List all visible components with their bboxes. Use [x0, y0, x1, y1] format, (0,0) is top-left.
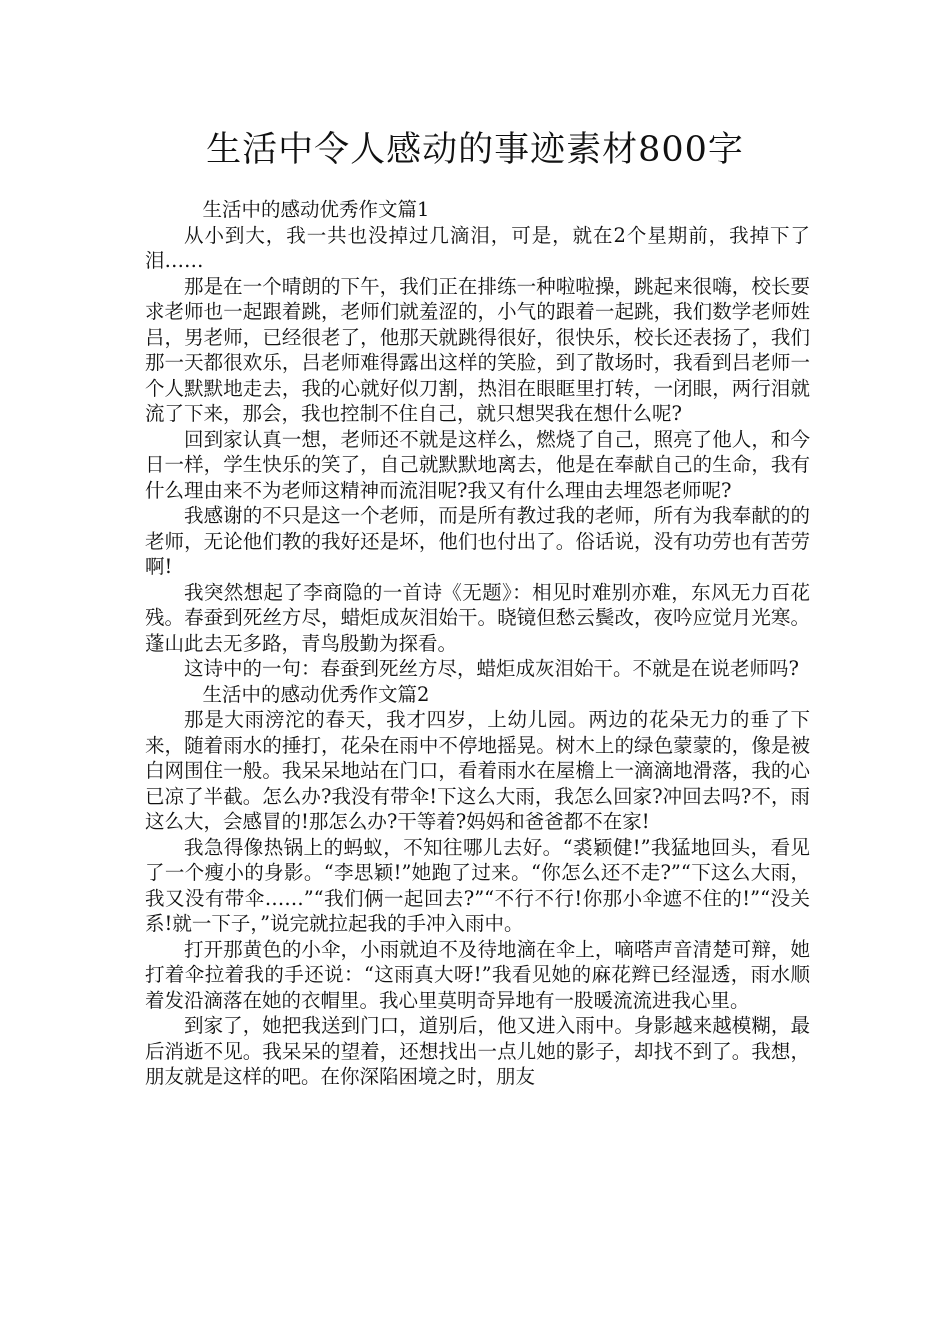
paragraph: 回到家认真一想，老师还不就是这样么，燃烧了自己，照亮了他人，和今日一样，学生快乐的笑了，自己就默默地离去，他是在奉献自己的生命，我有什么理由来不为老师这精神而流泪呢?我又有什么理由去埋怨老师呢? [145, 427, 810, 502]
paragraph: 从小到大，我一共也没掉过几滴泪，可是，就在2个星期前，我掉下了泪…… [145, 223, 810, 272]
paragraph: 这诗中的一句：春蚕到死丝方尽，蜡炬成灰泪始干。不就是在说老师吗? [184, 657, 799, 680]
document-title: 生活中令人感动的事迹素材800字 [206, 130, 744, 170]
paragraph: 我突然想起了李商隐的一首诗《无题》：相见时难别亦难，东风无力百花残。春蚕到死丝方尽，蜡炬成灰泪始干。晓镜但愁云鬓改，夜吟应觉月光寒。蓬山此去无多路，青鸟殷勤为探看。 [145, 580, 810, 655]
paragraph: 到家了，她把我送到门口，道别后，他又进入雨中。身影越来越模糊，最后消逝不见。我呆呆的望着，还想找出一点儿她的影子，却找不到了。我想，朋友就是这样的吧。在你深陷困境之时，朋友 [145, 1014, 810, 1088]
document-body [145, 197, 810, 1090]
section-heading: 生活中的感动优秀作文篇2 [202, 682, 430, 706]
paragraph: 我感谢的不只是这一个老师，而是所有教过我的老师，所有为我奉献的的老师，无论他们教的我好还是坏，他们也付出了。俗话说，没有功劳也有苦劳啊! [145, 504, 810, 578]
paragraph: 打开那黄色的小伞，小雨就迫不及待地滴在伞上，嘀嗒声音清楚可辩，她打着伞拉着我的手还说：“这雨真大呀!”我看见她的麻花辫已经湿透，雨水顺着发沿滴落在她的衣帽里。我心里莫明奇异地有一股暖流流进我心里。 [145, 937, 810, 1012]
paragraph: 那是大雨滂沱的春天，我才四岁，上幼儿园。两边的花朵无力的垂了下来，随着雨水的捶打，花朵在雨中不停地摇晃。树木上的绿色蒙蒙的，像是被白网围住一般。我呆呆地站在门口，看着雨水在屋檐上一滴滴地滑落，我的心已凉了半截。怎么办?我没有带伞!下这么大雨，我怎么回家?冲回去吗?不，雨这么大，会感冒的!那怎么办?干等着?妈妈和爸爸都不在家! [145, 708, 810, 833]
paragraph: 那是在一个晴朗的下午，我们正在排练一种啦啦操，跳起来很嗨，校长要求老师也一起跟着跳，老师们就羞涩的，小气的跟着一起跳，我们数学老师姓吕，男老师，已经很老了，他那天就跳得很好，很快乐，校长还表扬了，我们那一天都很欢乐，吕老师难得露出这样的笑脸，到了散场时，我看到吕老师一个人默默地走去，我的心就好似刀割，热泪在眼眶里打转，一闭眼，两行泪就流了下来，那会，我也控制不住自己，就只想哭我在想什么呢? [145, 274, 810, 425]
paragraph: 我急得像热锅上的蚂蚁，不知往哪儿去好。“裘颖健!”我猛地回头，看见了一个瘦小的身影。“李思颖!”她跑了过来。“你怎么还不走?”“下这么大雨，我又没有带伞……”“我们俩一起回去?”“不行不行!你那小伞遮不住的!”“没关系!就一下子，”说完就拉起我的手冲入雨中。 [145, 835, 810, 935]
section-heading: 生活中的感动优秀作文篇1 [202, 198, 430, 221]
